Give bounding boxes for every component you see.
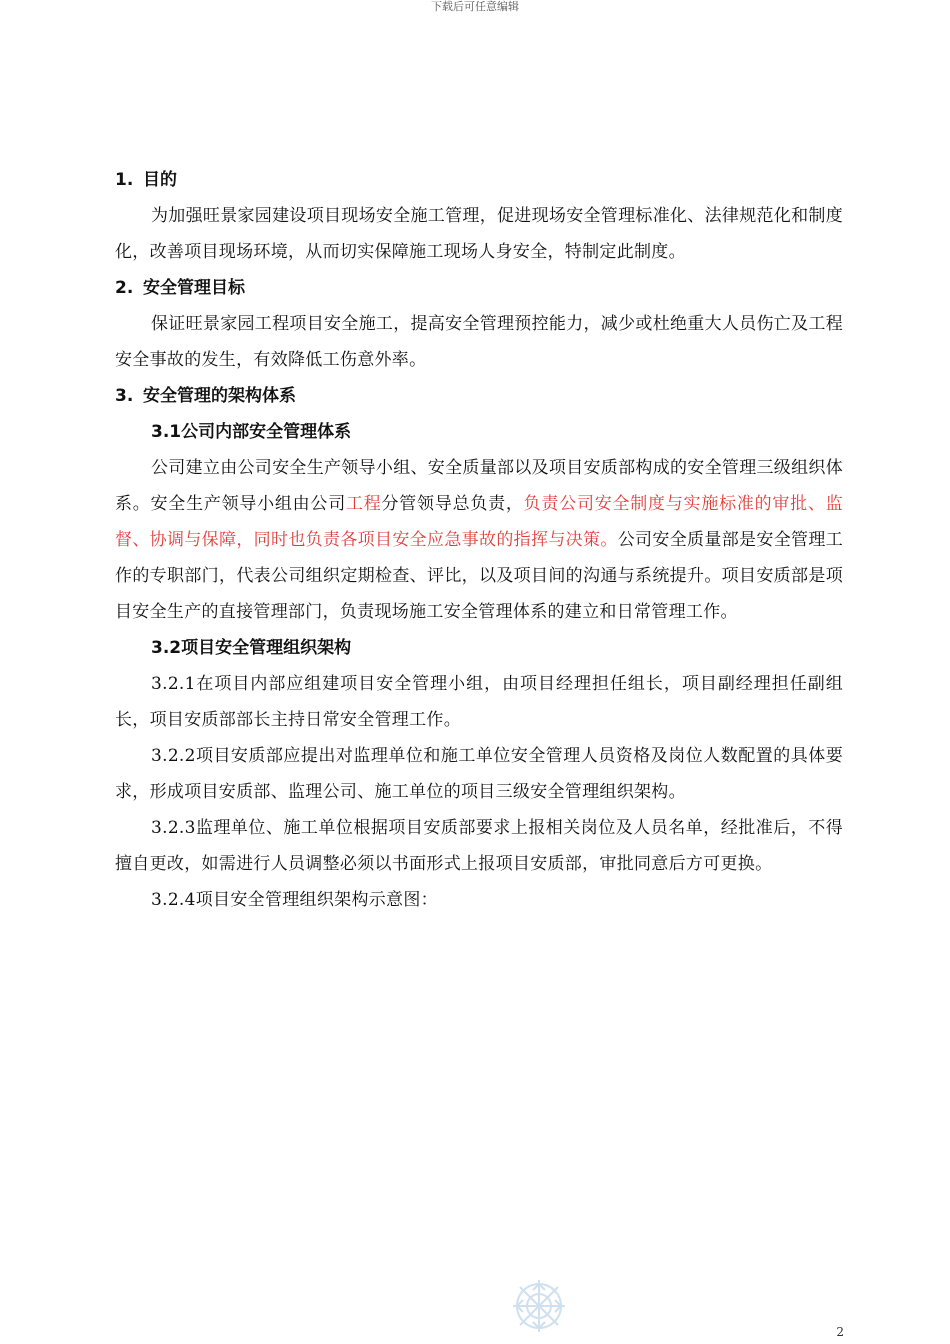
section-title: 安全管理的架构体系 bbox=[143, 386, 296, 406]
section-title: 安全管理目标 bbox=[143, 278, 245, 298]
section-2-heading bbox=[115, 270, 843, 306]
page-number: 2 bbox=[836, 1325, 844, 1339]
section-2-paragraph: 保证旺景家园工程项目安全施工，提高安全管理预控能力，减少或杜绝重大人员伤亡及工程安全事故的发生，有效降低工伤意外率。 bbox=[115, 314, 843, 370]
text-run: 公司建立由公司安全生产领导小组、安全质量部以及项目安质部构成的安全管理三级组织体系。安全生产领导小组由公司 bbox=[115, 458, 843, 514]
highlighted-text: 工程 bbox=[345, 494, 382, 514]
section-number: 3. bbox=[115, 386, 134, 406]
section-3-heading bbox=[115, 378, 843, 414]
page-header: 下载后可任意编辑 bbox=[431, 0, 519, 13]
subsection-3-1-heading: 3.1公司内部安全管理体系 bbox=[151, 422, 352, 442]
clause-3-2-3: 3.2.3监理单位、施工单位根据项目安质部要求上报相关岗位及人员名单，经批准后，不得擅自更改，如需进行人员调整必须以书面形式上报项目安质部，审批同意后方可更换。 bbox=[115, 818, 843, 874]
section-1-paragraph: 为加强旺景家园建设项目现场安全施工管理，促进现场安全管理标准化、法律规范化和制度化，改善项目现场环境，从而切实保障施工现场人身安全，特制定此制度。 bbox=[115, 206, 843, 262]
highlighted-text: 负责公司安全制度与实施标准的审批、监督、协调与保障，同时也负责各项目安全应急事故的指挥与决策。 bbox=[115, 494, 843, 550]
section-1-heading bbox=[115, 162, 843, 198]
snowflake-watermark-icon bbox=[509, 1276, 569, 1336]
clause-3-2-4: 3.2.4项目安全管理组织架构示意图： bbox=[151, 890, 438, 910]
section-number: 1. bbox=[115, 170, 134, 190]
text-run: 分管领导总负责， bbox=[381, 494, 524, 514]
clause-3-2-2: 3.2.2项目安质部应提出对监理单位和施工单位安全管理人员资格及岗位人数配置的具体要求，形成项目安质部、监理公司、施工单位的项目三级安全管理组织架构。 bbox=[115, 746, 843, 802]
subsection-3-2-heading: 3.2项目安全管理组织架构 bbox=[151, 638, 352, 658]
section-number: 2. bbox=[115, 278, 134, 298]
section-title: 目的 bbox=[143, 170, 177, 190]
clause-3-2-1: 3.2.1在项目内部应组建项目安全管理小组，由项目经理担任组长，项目副经理担任副组长，项目安质部部长主持日常安全管理工作。 bbox=[115, 674, 843, 730]
subsection-3-1-paragraph bbox=[115, 450, 843, 630]
document-body bbox=[115, 162, 843, 918]
text-run: 公司安全质量部是安全管理工作的专职部门，代表公司组织定期检查、评比，以及项目间的沟通与系统提升。项目安质部是项目安全生产的直接管理部门，负责现场施工安全管理体系的建立和日常管理工作。 bbox=[115, 530, 843, 622]
